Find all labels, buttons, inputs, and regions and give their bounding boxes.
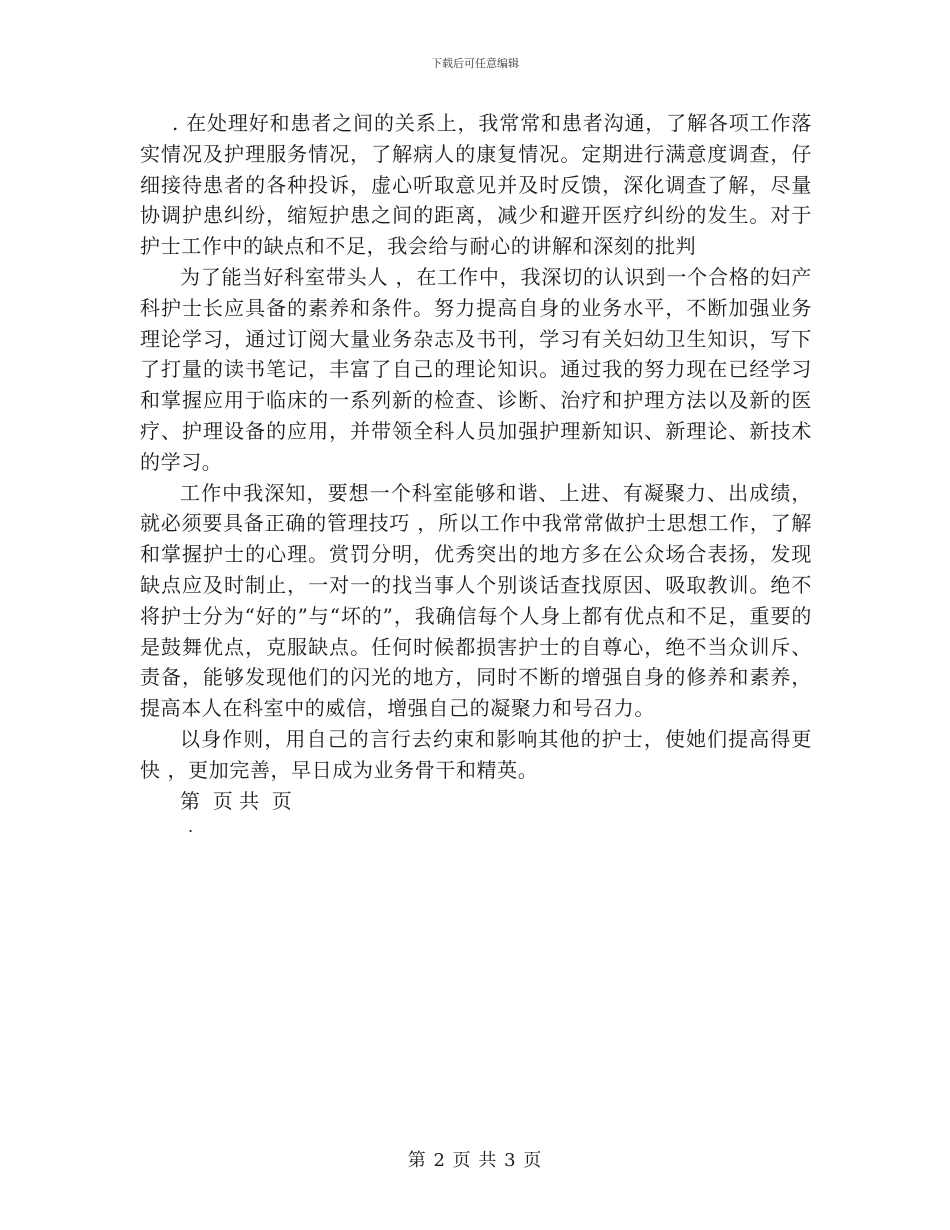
page-header: 下载后可任意编辑 — [431, 57, 519, 70]
paragraph-patient-relations: . 在处理好和患者之间的关系上，我常常和患者沟通，了解各项工作落实情况及护理服务情况，了解病人的康复情况。定期进行满意度调查，仔细接待患者的各种投诉，虚心听取意见并及时反馈，深化调查了解，尽量协调护患纠纷，缩短护患之间的距离，减少和避开医疗纠纷的发生。对于护士工作中的缺点和不足，我会给与耐心的讲解和深刻的批判 — [140, 111, 812, 259]
inline-page-mark: 第 页 共 页 — [180, 788, 292, 813]
paragraph-management: 工作中我深知，要想一个科室能够和谐、上进、有凝聚力、出成绩，就必须要具备正确的管理技巧 ，所以工作中我常常做护士思想工作，了解和掌握护士的心理。赏罚分明，优秀突出的地方多在公众场合表扬，发现缺点应及时制止，一对一的找当事人个别谈话查找原因、吸取教训。绝不将护士分为“好的”与“坏的”，我确信每个人身上都有优点和不足，重要的是鼓舞优点，克服缺点。任何时候都损害护士的自尊心，绝不当众训斥、责备，能够发现他们的闪光的地方，同时不断的增强自身的修养和素养，提高本人在科室中的威信，增强自己的凝聚力和号召力。 — [140, 480, 812, 721]
page-footer: 第 2 页 共 3 页 — [407, 1150, 543, 1171]
stray-mark: . — [188, 817, 194, 837]
paragraph-example: 以身作则，用自己的言行去约束和影响其他的护士，使她们提高得更快 ，更加完善，早日成为业务骨干和精英。 — [140, 726, 812, 782]
paragraph-leadership: 为了能当好科室带头人 ，在工作中，我深切的认识到一个合格的妇产科护士长应具备的素养和条件。努力提高自身的业务水平，不断加强业务理论学习，通过订阅大量业务杂志及书刊，学习有关妇幼卫生知识，写下了打量的读书笔记，丰富了自己的理论知识。通过我的努力现在已经学习和掌握应用于临床的一系列新的检查、诊断、治疗和护理方法以及新的医疗、护理设备的应用，并带领全科人员加强护理新知识、新理论、新技术的学习。 — [140, 264, 812, 474]
document-body — [140, 108, 812, 838]
